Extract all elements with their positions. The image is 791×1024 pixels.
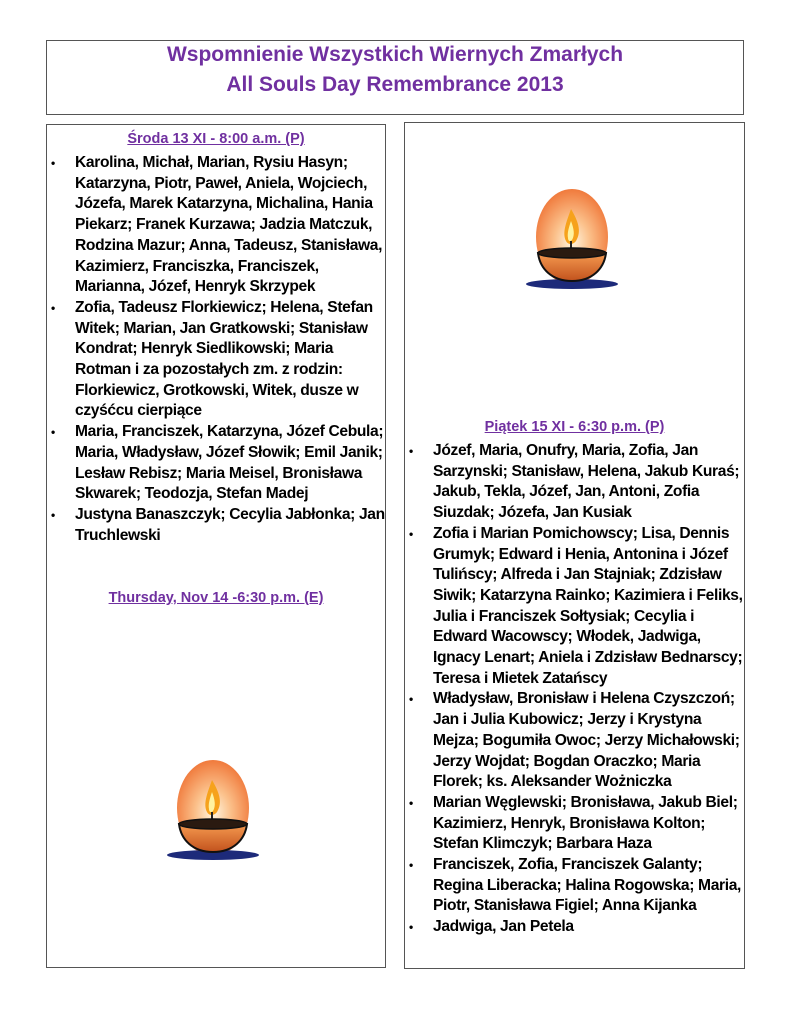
- wednesday-list: [47, 153, 389, 546]
- left-column: [46, 124, 386, 968]
- wednesday-heading: Środa 13 XI - 8:00 a.m. (P): [127, 131, 305, 147]
- candle-lamp-icon: [157, 758, 277, 870]
- list-item: • Jadwiga, Jan Petela: [405, 917, 744, 938]
- title-polish: Wspomnienie Wszystkich Wiernych Zmarłych: [166, 43, 624, 66]
- list-item: • Karolina, Michał, Marian, Rysiu Hasyn; Katarzyna, Piotr, Paweł, Aniela, Wojciech, Józefa, Marek Katarzyna, Michalina, Hania Piekarz; Franek Kurzawa; Jadzia Matczuk, Rodzina Mazur; Anna, Tadeusz, Stanisława, Kazimierz, Franciszka, Franciszek, Marianna, Józef, Henryk Skrzypek: [47, 153, 385, 298]
- candle-lamp-icon: [516, 187, 636, 299]
- list-item: • Zofia, Tadeusz Florkiewicz; Helena, Stefan Witek; Marian, Jan Gratkowski; Stanisław Kondrat; Henryk Siedlikowski; Maria Rotman i za pozostałych zm. z rodzin: Florkiewicz, Grotkowski, Witek, dusze w czyśćcu cierpiące: [47, 298, 385, 422]
- list-item: • Józef, Maria, Onufry, Maria, Zofia, Jan Sarzynski; Stanisław, Helena, Jakub Kuraś; Jakub, Tekla, Józef, Jan, Antoni, Zofia Siuzdak; Józefa, Jan Kusiak: [405, 441, 744, 524]
- list-item: • Maria, Franciszek, Katarzyna, Józef Cebula; Maria, Władysław, Józef Słowik; Emil Janik; Lesław Rebisz; Maria Meisel, Bronisława Skwarek; Teodozja, Stefan Madej: [47, 422, 385, 505]
- thursday-heading: Thursday, Nov 14 -6:30 p.m. (E): [108, 590, 324, 606]
- right-column: [404, 122, 745, 969]
- friday-heading: Piątek 15 XI - 6:30 p.m. (P): [484, 419, 665, 435]
- list-item: • Władysław, Bronisław i Helena Czyszczoń; Jan i Julia Kubowicz; Jerzy i Krystyna Mejza; Bogumiła Owoc; Jerzy Michałowski; Jerzy Wojdat; Bogdan Oraczko; Maria Florek; ks. Aleksander Wożniczka: [405, 689, 744, 793]
- title-english: All Souls Day Remembrance 2013: [226, 73, 564, 96]
- friday-list: [405, 441, 748, 938]
- list-item: • Zofia i Marian Pomichowscy; Lisa, Dennis Grumyk; Edward i Henia, Antonina i Józef Tulińscy; Alfreda i Jan Stajniak; Zdzisław Siwik; Katarzyna Rainko; Kazimiera i Feliks, Julia i Franciszek Sołtysiak; Cecylia i Edward Wacowscy; Włodek, Jadwiga, Ignacy Lenart; Aniela i Zdzisław Bednarscy; Teresa i Mietek Zatańscy: [405, 524, 744, 690]
- list-item: • Franciszek, Zofia, Franciszek Galanty; Regina Liberacka; Halina Rogowska; Maria, Piotr, Stanisława Figiel; Anna Kijanka: [405, 855, 744, 917]
- title-box: [46, 40, 744, 115]
- list-item: • Justyna Banaszczyk; Cecylia Jabłonka; Jan Truchlewski: [47, 505, 385, 546]
- list-item: • Marian Węglewski; Bronisława, Jakub Biel; Kazimierz, Henryk, Bronisława Kolton; Stefan Klimczyk; Barbara Haza: [405, 793, 744, 855]
